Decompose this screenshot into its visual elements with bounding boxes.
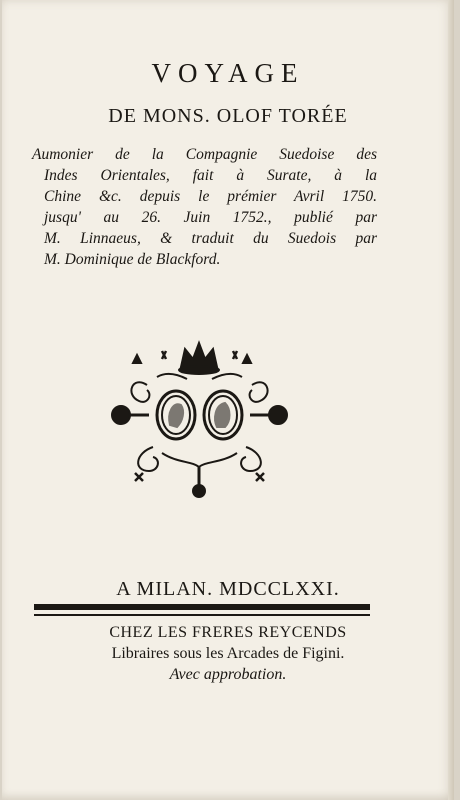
subtitle-line: M. Linnaeus, & traduit du Suedois par	[44, 230, 377, 247]
subtitle-block	[32, 144, 377, 270]
divider-rule	[34, 614, 370, 616]
title-main: VOYAGE	[151, 58, 305, 88]
title-author: DE MONS. OLOF TORÉE	[108, 105, 348, 127]
publisher-address: Libraires sous les Arcades de Figini.	[111, 645, 345, 662]
subtitle-line: Chine &c. depuis le prémier Avril 1750.	[44, 188, 377, 205]
divider-rule	[34, 604, 370, 610]
subtitle-line: Indes Orientales, fait à Surate, à la	[44, 167, 377, 184]
crown-icon	[181, 343, 217, 367]
title-page	[2, 0, 454, 800]
publisher-name: CHEZ LES FRERES REYCENDS	[109, 624, 347, 641]
subtitle-line: Aumonier de la Compagnie Suedoise des	[32, 146, 377, 163]
subtitle-line: M. Dominique de Blackford.	[44, 251, 221, 268]
subtitle-line: jusqu' au 26. Juin 1752., publié par	[44, 209, 377, 226]
approbation-note: Avec approbation.	[169, 666, 287, 683]
crest-ornament-icon	[107, 335, 292, 505]
imprint-place-date: A MILAN. MDCCLXXI.	[116, 578, 340, 600]
